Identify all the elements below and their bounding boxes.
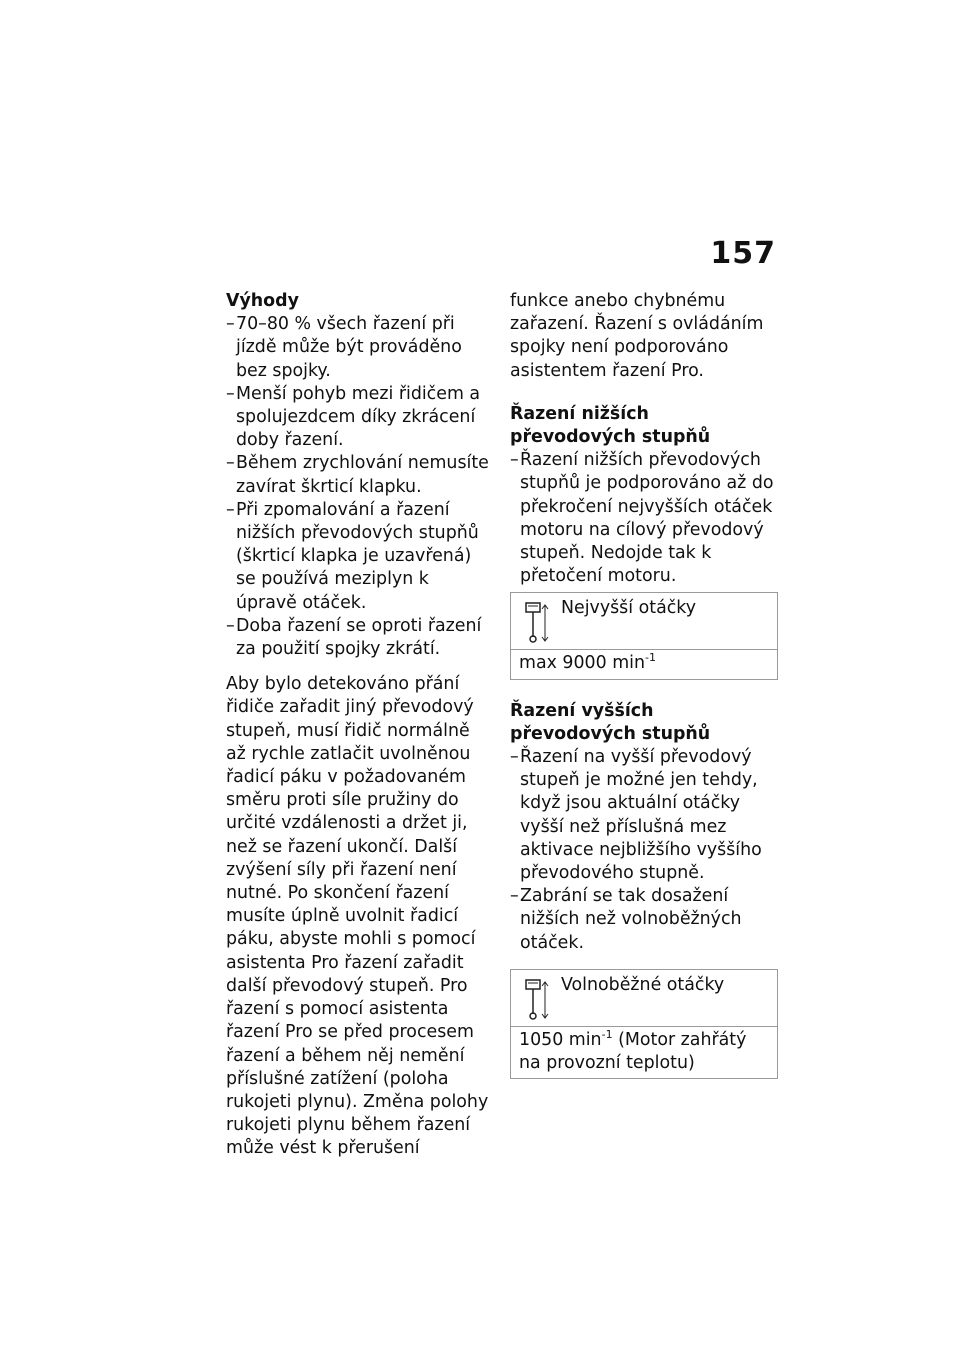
list-item: – Během zrychlování nemusíte zavírat škrticí klapku. bbox=[226, 452, 492, 498]
max-rpm-box bbox=[510, 592, 778, 679]
advantages-list bbox=[226, 313, 492, 661]
list-item: – Menší pohyb mezi řidičem a spolujezdcem díky zkrácení doby řazení. bbox=[226, 383, 492, 453]
advantages-heading: Výhody bbox=[226, 291, 299, 311]
list-item: – Doba řazení se oproti řazení za použití spojky zkrátí. bbox=[226, 615, 492, 661]
max-rpm-value: max 9000 $\min^{-1}$ bbox=[519, 651, 656, 674]
idle-rpm-value: 1050 $\min^{-1}$ (Motor zahřátý na provozní teplotu) bbox=[519, 1028, 747, 1074]
upshift-heading: Řazení vyšších převodových stupňů bbox=[510, 700, 711, 744]
list-item: – Řazení na vyšší převodový stupeň je možné jen tehdy, když jsou aktuální otáčky vyšší než příslušná mez aktivace nejbližšího vyššího převodového stupně. bbox=[510, 746, 780, 885]
page-number: 157 bbox=[710, 236, 776, 271]
downshift-list bbox=[510, 449, 780, 588]
list-item: – 70–80 % všech řazení při jízdě může být prováděno bez spojky. bbox=[226, 313, 492, 383]
list-item: – Zabrání se tak dosažení nižších než volnoběžných otáček. bbox=[510, 885, 780, 955]
max-rpm-title: Nejvyšší otáčky bbox=[561, 598, 697, 619]
upshift-list bbox=[510, 746, 780, 955]
downshift-heading: Řazení nižších převodových stupňů bbox=[510, 403, 711, 448]
left-column bbox=[226, 290, 492, 1161]
list-item: – Při zpomalování a řazení nižších převodových stupňů (škrticí klapka je uzavřená) se používá meziplyn k úpravě otáček. bbox=[226, 499, 492, 615]
piston-icon bbox=[523, 978, 549, 1022]
right-column bbox=[510, 290, 780, 1079]
body-paragraph: Aby bylo detekováno přání řidiče zařadit jiný převodový stupeň, musí řidič normálně až rychle zatlačit uvolněnou řadicí páku v požadovaném směru proti síle pružiny do určité vzdálenosti a držet ji, než se řazení ukončí. Další zvýšení síly při řazení není nutné. Po skončení řazení musíte úplně uvolnit řadicí páku, abyste mohli s pomocí asistenta Pro řazení zařadit další převodový stupeň. Pro řazení s pomocí asistenta řazení Pro se před procesem řazení a během něj nemění příslušné zatížení (poloha rukojeti plynu). Změna polohy rukojeti plynu během řazení může vést k přerušení bbox=[226, 674, 489, 1159]
piston-icon bbox=[523, 601, 549, 645]
idle-rpm-box bbox=[510, 969, 778, 1079]
list-item: – Řazení nižších převodových stupňů je podporováno až do překročení nejvyšších otáček motoru na cílový převodový stupeň. Nedojde tak k přetočení motoru. bbox=[510, 449, 780, 588]
idle-rpm-title: Volnoběžné otáčky bbox=[561, 974, 725, 995]
continuation-paragraph: funkce anebo chybnému zařazení. Řazení s ovládáním spojky není podporováno asistentem řazení Pro. bbox=[510, 291, 764, 381]
